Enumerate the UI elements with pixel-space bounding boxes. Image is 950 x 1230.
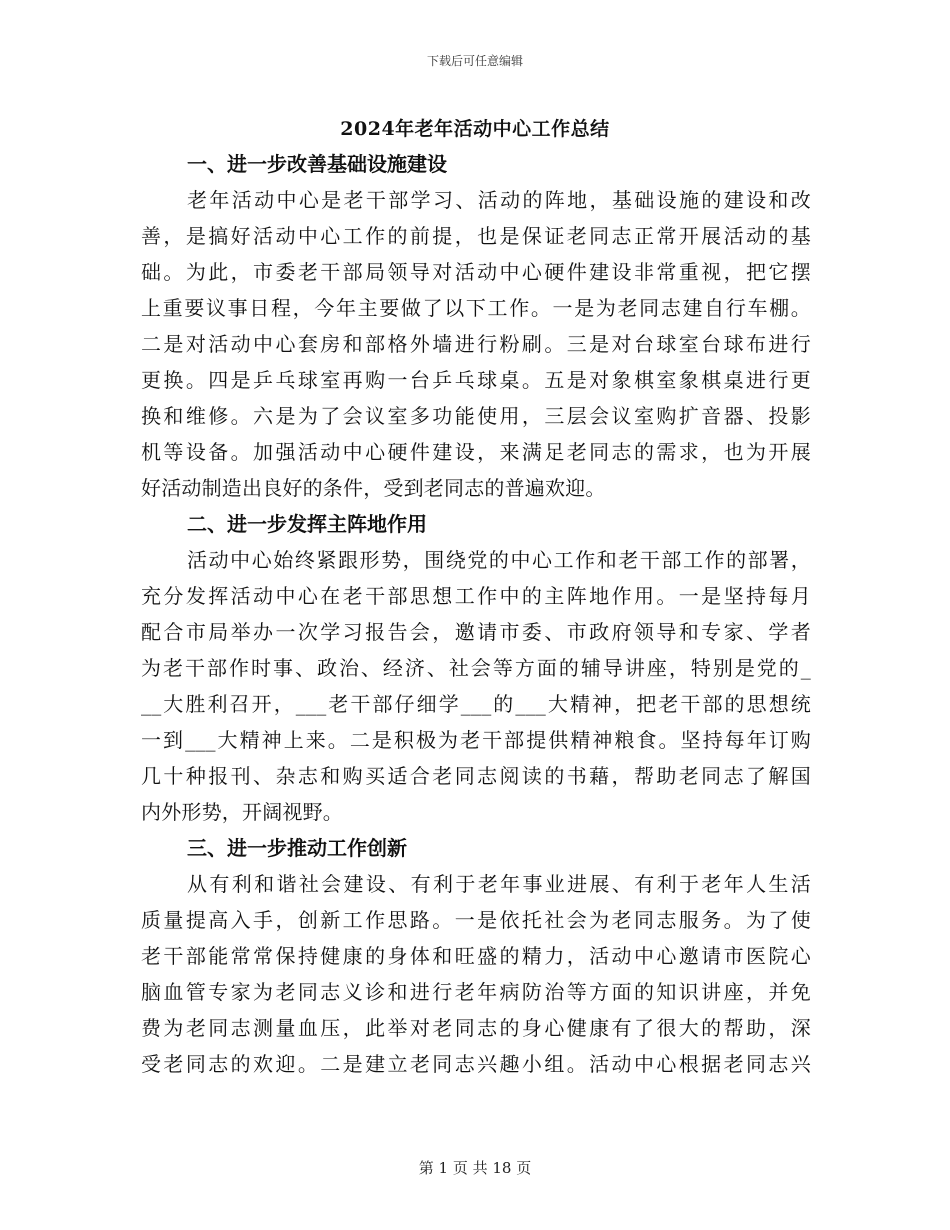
paragraph-line: 从有利和谐社会建设、有利于老年事业进展、有利于老年人生活 xyxy=(187,872,811,896)
paragraph-line: 充分发挥活动中心在老干部思想工作中的主阵地作用。一是坚持每月 xyxy=(141,584,811,608)
paragraph-line: 几十种报刊、杂志和购买适合老同志阅读的书藉，帮助老同志了解国 xyxy=(141,764,811,788)
paragraph-line: 老干部能常常保持健康的身体和旺盛的精力，活动中心邀请市医院心 xyxy=(141,944,811,968)
section-heading: 一、进一步改善基础设施建设 xyxy=(187,152,447,176)
paragraph-line: 质量提高入手，创新工作思路。一是依托社会为老同志服务。为了使 xyxy=(141,908,811,932)
paragraph-line: 机等设备。加强活动中心硬件建设，来满足老同志的需求，也为开展 xyxy=(141,440,811,464)
paragraph-line: 上重要议事日程，今年主要做了以下工作。一是为老同志建自行车棚。 xyxy=(141,296,811,320)
paragraph-line: 更换。四是乒乓球室再购一台乒乓球桌。五是对象棋室象棋桌进行更 xyxy=(141,368,811,392)
page-number-footer: 第 1 页 共 18 页 xyxy=(418,1159,532,1177)
paragraph-line: 脑血管专家为老同志义诊和进行老年病防治等方面的知识讲座，并免 xyxy=(141,980,811,1004)
paragraph-line: 础。为此，市委老干部局领导对活动中心硬件建设非常重视，把它摆 xyxy=(141,260,811,284)
document-body xyxy=(141,146,811,1082)
paragraph-line: 老年活动中心是老干部学习、活动的阵地，基础设施的建设和改 xyxy=(187,188,811,212)
paragraph-line: 换和维修。六是为了会议室多功能使用，三层会议室购扩音器、投影 xyxy=(141,404,811,428)
paragraph-line: 善，是搞好活动中心工作的前提，也是保证老同志正常开展活动的基 xyxy=(141,224,811,248)
section-paragraph xyxy=(141,182,811,506)
paragraph-line: 为老干部作时事、政治、经济、社会等方面的辅导讲座，特别是党的_ xyxy=(141,656,811,680)
paragraph-line: 受老同志的欢迎。二是建立老同志兴趣小组。活动中心根据老同志兴 xyxy=(141,1052,811,1076)
page-header-note: 下载后可任意编辑 xyxy=(426,54,523,68)
section-heading: 二、进一步发挥主阵地作用 xyxy=(187,512,427,536)
paragraph-line: 配合市局举办一次学习报告会，邀请市委、市政府领导和专家、学者 xyxy=(141,620,811,644)
paragraph-line: 二是对活动中心套房和部格外墙进行粉刷。三是对台球室台球布进行 xyxy=(141,332,811,356)
paragraph-line: 好活动制造出良好的条件，受到老同志的普遍欢迎。 xyxy=(141,476,606,500)
paragraph-line: 费为老同志测量血压，此举对老同志的身心健康有了很大的帮助，深 xyxy=(141,1016,811,1040)
section-paragraph xyxy=(141,542,811,830)
paragraph-line: 内外形势，开阔视野。 xyxy=(141,800,343,824)
document-title: 2024年老年活动中心工作总结 xyxy=(340,118,610,140)
paragraph-line: __大胜利召开，___老干部仔细学___的___大精神，把老干部的思想统 xyxy=(141,692,811,716)
paragraph-line: 活动中心始终紧跟形势，围绕党的中心工作和老干部工作的部署， xyxy=(187,548,811,572)
paragraph-line: 一到___大精神上来。二是积极为老干部提供精神粮食。坚持每年订购 xyxy=(141,728,811,752)
section-heading: 三、进一步推动工作创新 xyxy=(187,836,407,860)
section-paragraph xyxy=(141,866,811,1082)
